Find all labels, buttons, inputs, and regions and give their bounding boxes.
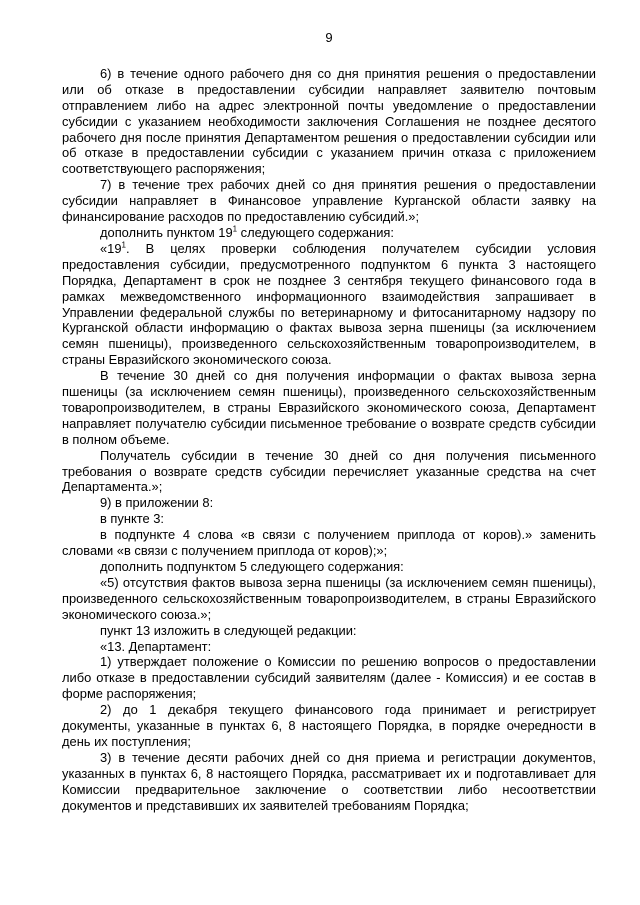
- paragraph-subpoint-5: «5) отсутствия фактов вывоза зерна пшеницы (за исключением семян пшеницы), произведенного сельскохозяйственным товаропроизводителем, в страны Евразийского экономического союза.»;: [62, 574, 596, 622]
- paragraph-text: . В целях проверки соблюдения получателем субсидии условия предоставления субсидии, предусмотренного подпунктом 6 пункта 3 настоящего Порядка, Департамент в срок не позднее 3 сентября текущего финансового года в рамках межведомственного информационного взаимодействия запрашивает в Управлении федеральной службы по ветеринарному и фитосанитарному надзору по Курганской области информацию о фактах вывоза зерна пшеницы (за исключением семян пшеницы), произведенного сельскохозяйственным товаропроизводителем, в страны Евразийского экономического союза.: [62, 240, 596, 368]
- paragraph-text: следующего содержания:: [237, 224, 394, 240]
- paragraph-point-3: в пункте 3:: [100, 511, 165, 527]
- paragraph-add-subpoint-5: дополнить подпунктом 5 следующего содержания:: [100, 559, 404, 574]
- superscript: 1: [121, 240, 126, 250]
- paragraph-point-13: пункт 13 изложить в следующей редакции:: [100, 622, 357, 638]
- paragraph-recipient: Получатель субсидии в течение 30 дней со дня получения письменного требования о возврате средств субсидии перечисляет указанные средства на счет Департамента.»;: [62, 447, 596, 495]
- paragraph-text: дополнить пунктом 19: [100, 224, 233, 240]
- paragraph-13-2: 2) до 1 декабря текущего финансового года принимает и регистрирует документы, указанные в пунктах 6, 8 настоящего Порядка, в порядке очередности в день их поступления;: [62, 702, 596, 749]
- paragraph-7: 7) в течение трех рабочих дней со дня принятия решения о предоставлении субсидии направляет в Финансовое управление Курганской области заявку на финансирование расходов по предоставлению субсидий.»;: [62, 177, 596, 225]
- paragraph-text: «19: [100, 240, 122, 256]
- page-number: 9: [325, 30, 333, 45]
- paragraph-9-appendix-8: 9) в приложении 8:: [100, 495, 214, 511]
- paragraph-30-days: В течение 30 дней со дня получения информации о фактах вывоза зерна пшеницы (за исключением семян пшеницы), произведенного сельскохозяйственным товаропроизводителем, в страны Евразийского экономического союза, Департамент направляет получателю субсидии письменное требование о возврате средств субсидии в полном объеме.: [62, 368, 596, 447]
- paragraph-13-department: «13. Департамент:: [100, 638, 212, 654]
- paragraph-6: 6) в течение одного рабочего дня со дня принятия решения о предоставлении или об отказе в предоставлении субсидии направляет заявителю почтовым отправлением либо на адрес электронной почты уведомление о предоставлении субсидии с указанием необходимости заключения Соглашения не позднее десятого рабочего дня после принятия Департаментом решения о предоставлении субсидии или об отказе в предоставлении субсидии с указанием причин отказа с приложением соответствующего распоряжения;: [62, 65, 596, 177]
- paragraph-subpoint-4: в подпункте 4 слова «в связи с получением приплода от коров).» заменить словами «в связи с получением приплода от коров);»;: [62, 527, 596, 559]
- paragraph-19-1: [62, 241, 596, 368]
- superscript: 1: [232, 224, 238, 234]
- paragraph-add-19-1: [62, 225, 596, 241]
- paragraph-13-3: 3) в течение десяти рабочих дней со дня приема и регистрации документов, указанных в пунктах 6, 8 настоящего Порядка, рассматривает их и подготавливает для Комиссии предварительное заключение о соответствии либо несоответствии документов и представивших их заявителей требованиям Порядка;: [62, 749, 596, 813]
- paragraph-13-1: 1) утверждает положение о Комиссии по решению вопросов о предоставлении либо отказе в предоставлении субсидий заявителям (далее - Комиссия) и ее состав в форме распоряжения;: [62, 654, 596, 702]
